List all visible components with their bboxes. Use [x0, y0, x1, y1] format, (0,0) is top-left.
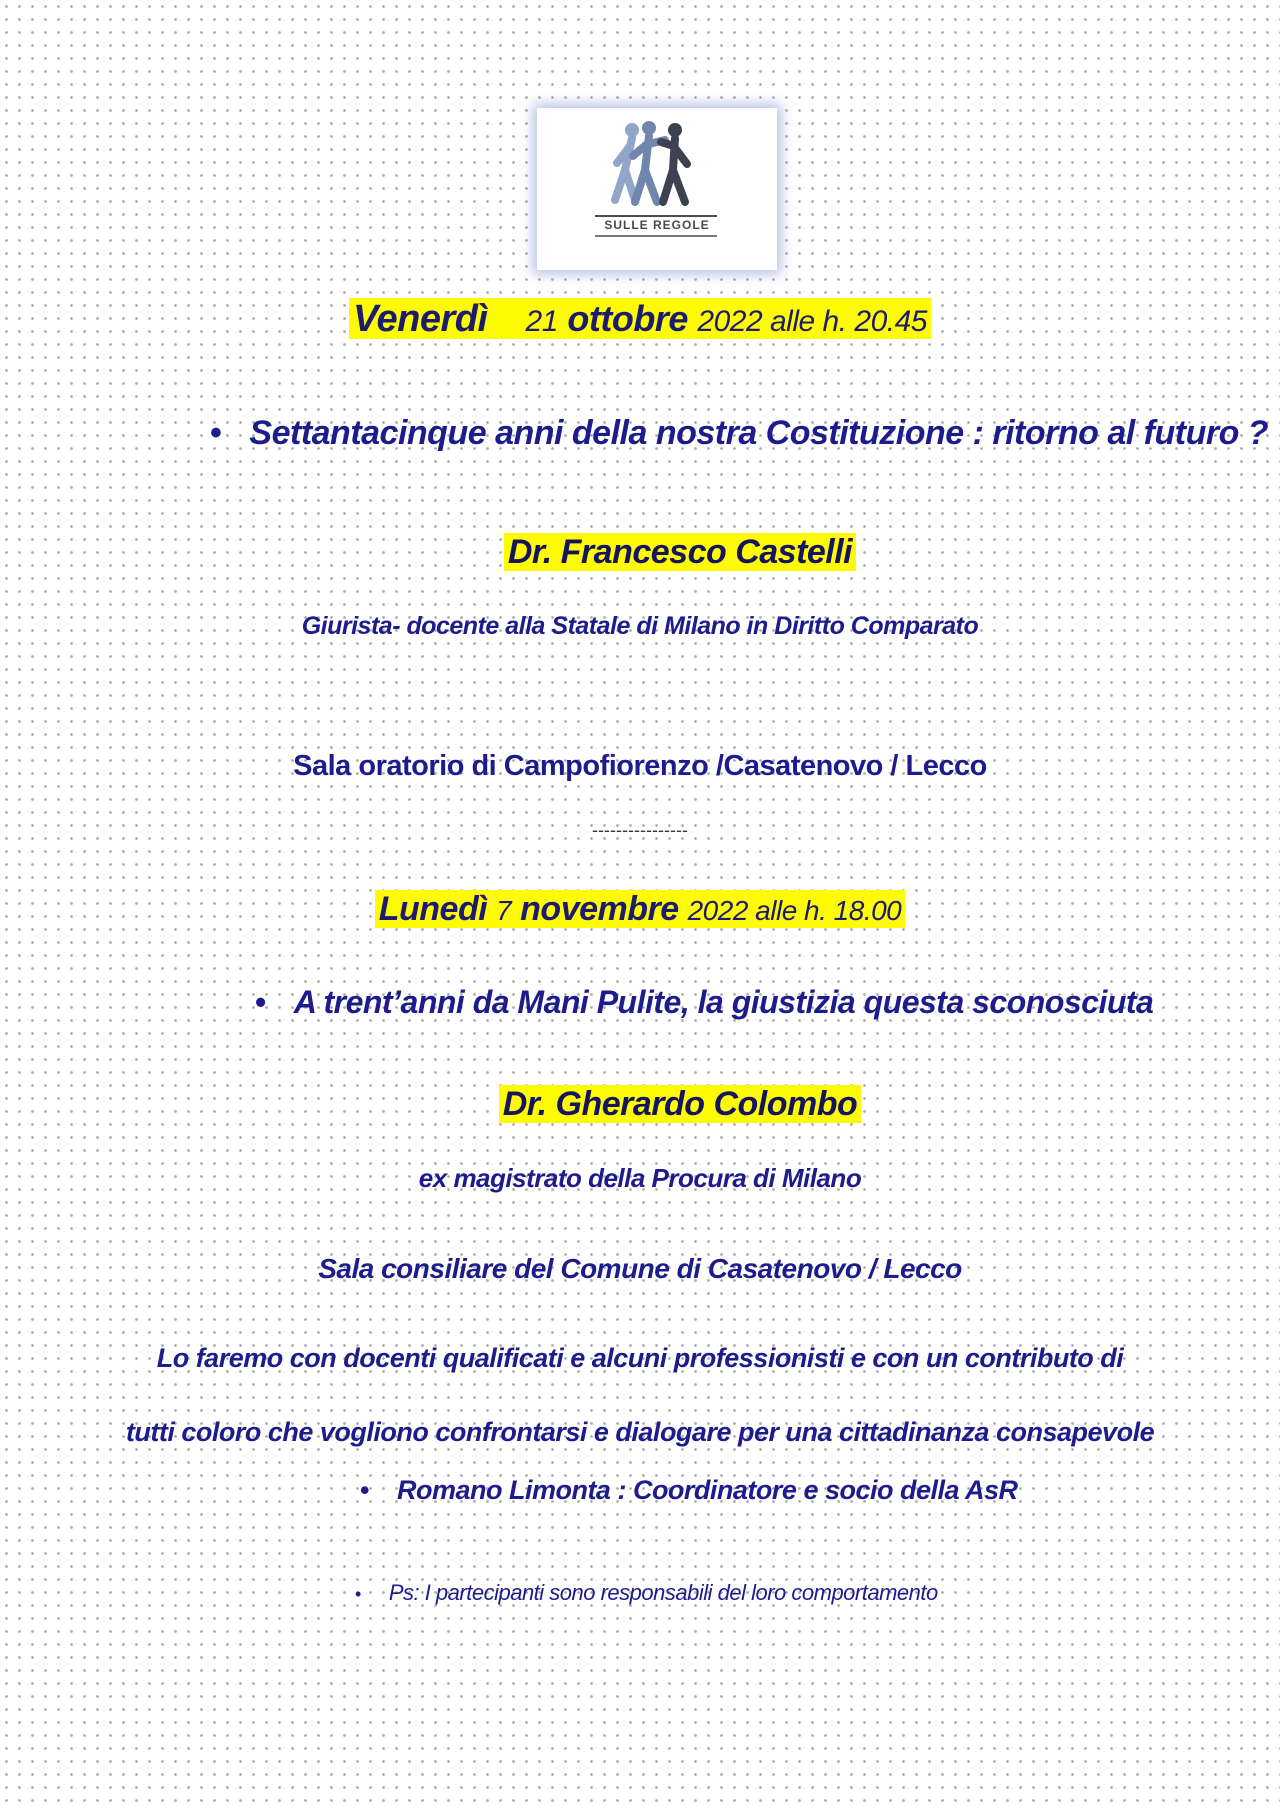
event1-speaker-role: Giurista- docente alla Statale di Milano in Diritto Comparato [301, 612, 979, 640]
event1-date-rest: 2022 alle h. 20.45 [697, 305, 927, 338]
event1-date-num: 21 [525, 305, 558, 338]
note: Ps: I partecipanti sono responsabili del loro comportamento [388, 1580, 938, 1605]
closing-line1: Lo faremo con docenti qualificati e alcuni professionisti e con un contributo di [156, 1343, 1124, 1373]
logo-text: SULLE REGOLE [604, 218, 710, 232]
event1-venue: Sala oratorio di Campofiorenzo /Casatenovo / Lecco [293, 750, 987, 782]
event1-topic: Settantacinque anni della nostra Costituzione : ritorno al futuro ? [249, 414, 1269, 452]
event2-date-num: 7 [496, 895, 512, 926]
coordinator-row [360, 1475, 1060, 1506]
coordinator: Romano Limonta : Coordinatore e socio della AsR [396, 1475, 1018, 1505]
event1-topic-row [210, 414, 1269, 453]
bullet-icon: • [255, 984, 266, 1020]
event2-date-day: Lunedì [378, 890, 488, 928]
people-walking-icon [537, 108, 777, 270]
event2-speaker: Dr. Gherardo Colombo [499, 1085, 862, 1123]
event2-topic-row [255, 984, 1155, 1021]
bullet-icon: • [355, 1584, 361, 1604]
event2-date-month: novembre [520, 890, 679, 928]
event1-date-month: ottobre [567, 298, 688, 339]
note-row [355, 1580, 1055, 1606]
logo [537, 108, 777, 270]
event1-speaker-row [0, 533, 1280, 572]
event2-date-rest: 2022 alle h. 18.00 [687, 895, 902, 926]
event2-venue: Sala consiliare del Comune di Casatenovo / Lecco [318, 1253, 962, 1284]
closing-line2: tutti coloro che vogliono confrontarsi e dialogare per una cittadinanza consapevole [125, 1417, 1155, 1447]
event2-topic: A trent’anni da Mani Pulite, la giustizia questa sconosciuta [293, 984, 1154, 1020]
bullet-icon: • [210, 414, 222, 452]
separator: ---------------- [592, 820, 688, 840]
event2-date [0, 890, 1280, 929]
event1-speaker: Dr. Francesco Castelli [504, 533, 856, 571]
bullet-icon: • [360, 1475, 369, 1505]
event2-speaker-row [0, 1085, 1280, 1124]
event1-date-day: Venerdì [353, 298, 488, 340]
event1-date [0, 298, 1280, 341]
event2-speaker-role: ex magistrato della Procura di Milano [418, 1163, 862, 1193]
